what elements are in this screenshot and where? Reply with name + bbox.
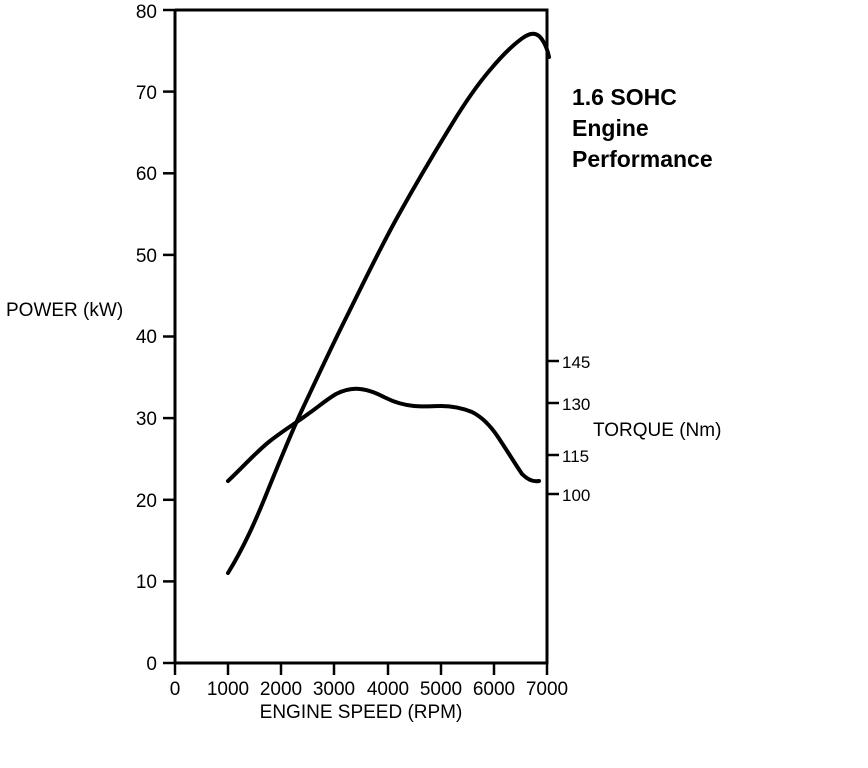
xtick-label: 0	[169, 679, 181, 700]
power-curve	[228, 34, 549, 573]
torque-curve	[228, 389, 539, 482]
ytick-label: 70	[135, 83, 157, 104]
ytick-label: 40	[135, 327, 157, 348]
secondary-axis-title	[593, 420, 813, 442]
xtick-label: 2000	[259, 679, 303, 700]
ytick-label: 10	[135, 572, 157, 593]
chart-title-line-1: 1.6 SOHC	[572, 84, 677, 110]
y-axis-ticks	[163, 10, 175, 663]
y-axis-title	[6, 300, 156, 322]
ytick-label: 50	[135, 246, 157, 267]
y2tick-label: 130	[562, 395, 591, 414]
x-axis-title-label: ENGINE SPEED (RPM)	[259, 702, 463, 723]
y2tick-label: 115	[562, 447, 590, 466]
ytick-label: 60	[135, 164, 157, 185]
y-axis-tick-labels	[136, 2, 157, 675]
y-axis-title-label: POWER (kW)	[6, 300, 124, 321]
y2tick-label: 100	[562, 486, 591, 505]
xtick-label: 1000	[206, 679, 250, 700]
ytick-label: 20	[135, 491, 157, 512]
xtick-label: 6000	[472, 679, 516, 700]
secondary-axis-title-label: TORQUE (Nm)	[593, 420, 722, 441]
ytick-label: 0	[146, 654, 157, 675]
secondary-axis-ticks	[547, 361, 559, 494]
ytick-label: 80	[135, 2, 157, 23]
chart-title-line-2: Engine	[572, 115, 649, 142]
xtick-label: 5000	[419, 679, 463, 700]
ytick-label: 30	[135, 409, 157, 430]
x-axis-ticks	[175, 663, 547, 675]
chart-title	[572, 82, 852, 175]
secondary-axis-tick-labels	[562, 353, 590, 505]
x-axis-tick-labels	[170, 679, 568, 700]
xtick-label: 7000	[525, 679, 569, 700]
chart-title-line-3: Performance	[572, 146, 713, 173]
y2tick-label: 145	[562, 353, 591, 372]
x-axis-title	[175, 702, 547, 724]
xtick-label: 3000	[312, 679, 356, 700]
xtick-label: 4000	[366, 679, 410, 700]
